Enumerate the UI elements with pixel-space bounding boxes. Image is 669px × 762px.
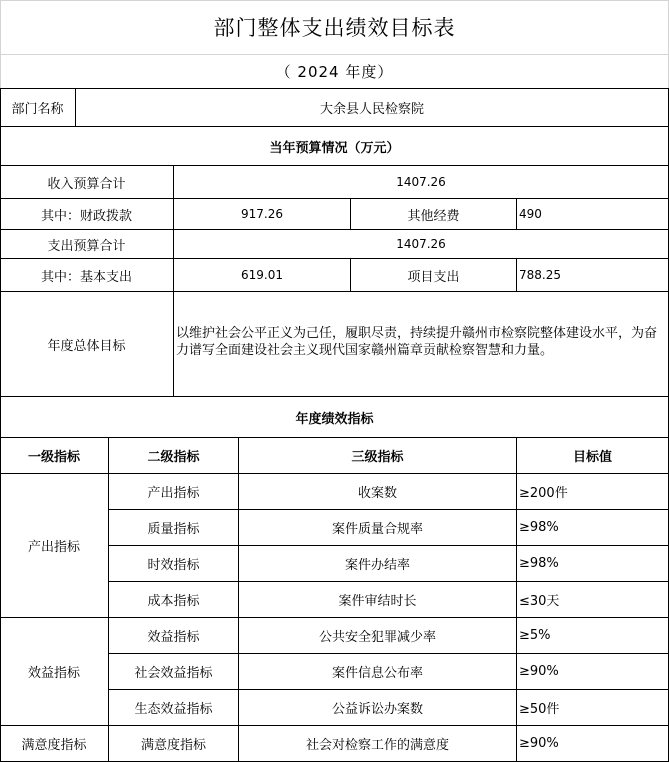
goal-label: 年度总体目标 — [47, 338, 126, 354]
other-label: 其他经费 — [407, 208, 460, 224]
header-l2: 二级指标 — [147, 450, 200, 465]
row-l3: 公益诉讼办案数 — [331, 702, 423, 717]
group-benefit: 效益指标 — [27, 666, 80, 681]
dept-value: 大余县人民检察院 — [319, 102, 424, 117]
row-l3: 公共安全犯罪减少率 — [318, 630, 436, 645]
row-target: ≥50件 — [519, 702, 560, 717]
row-l3: 案件质量合规率 — [331, 522, 423, 537]
row-l2: 质量指标 — [147, 522, 200, 537]
basic-value: 619.01 — [241, 268, 283, 282]
row-l3: 社会对检察工作的满意度 — [305, 738, 449, 753]
header-target: 目标值 — [572, 450, 612, 465]
perf-section-title: 年度绩效指标 — [295, 411, 374, 427]
group-satisfaction: 满意度指标 — [21, 738, 87, 753]
row-l2: 成本指标 — [147, 594, 200, 609]
row-l2: 效益指标 — [147, 630, 200, 645]
project-label: 项目支出 — [407, 269, 460, 285]
row-target: ≥90% — [519, 664, 559, 679]
expense-total-value: 1407.26 — [396, 237, 446, 251]
row-l2: 满意度指标 — [140, 738, 206, 753]
header-l1: 一级指标 — [27, 450, 80, 465]
row-l2: 产出指标 — [147, 486, 200, 501]
table-year: （ 2024 年度） — [275, 62, 394, 81]
income-total-value: 1407.26 — [396, 175, 446, 189]
row-target: ≥98% — [519, 556, 559, 571]
group-output: 产出指标 — [27, 540, 80, 555]
goal-text: 以维护社会公平正义为己任，履职尽责，持续提升赣州市检察院整体建设水平，为奋力谱写全面建设社会主义现代国家赣州篇章贡献检察智慧和力量。 — [176, 326, 658, 358]
row-l3: 收案数 — [357, 486, 397, 501]
row-target: ≥90% — [519, 736, 559, 751]
other-value: 490 — [519, 207, 542, 221]
row-l2: 社会效益指标 — [134, 666, 213, 681]
basic-label: 其中：基本支出 — [40, 269, 132, 285]
row-l3: 案件审结时长 — [338, 594, 417, 609]
dept-label: 部门名称 — [11, 102, 64, 117]
budget-section-title: 当年预算情况（万元） — [269, 140, 400, 156]
row-target: ≥5% — [519, 628, 551, 643]
row-target: ≤30天 — [519, 594, 560, 609]
fiscal-value: 917.26 — [241, 207, 283, 221]
row-l3: 案件信息公布率 — [331, 666, 423, 681]
header-l3: 三级指标 — [351, 450, 404, 465]
row-l2: 时效指标 — [147, 558, 200, 573]
expense-total-label: 支出预算合计 — [47, 238, 126, 254]
row-l3: 案件办结率 — [344, 558, 410, 573]
table-title: 部门整体支出绩效目标表 — [213, 16, 456, 40]
row-target: ≥200件 — [519, 486, 568, 501]
income-total-label: 收入预算合计 — [47, 176, 126, 192]
fiscal-label: 其中：财政拨款 — [40, 208, 132, 224]
row-l2: 生态效益指标 — [134, 702, 213, 717]
project-value: 788.25 — [519, 268, 561, 282]
row-target: ≥98% — [519, 520, 559, 535]
